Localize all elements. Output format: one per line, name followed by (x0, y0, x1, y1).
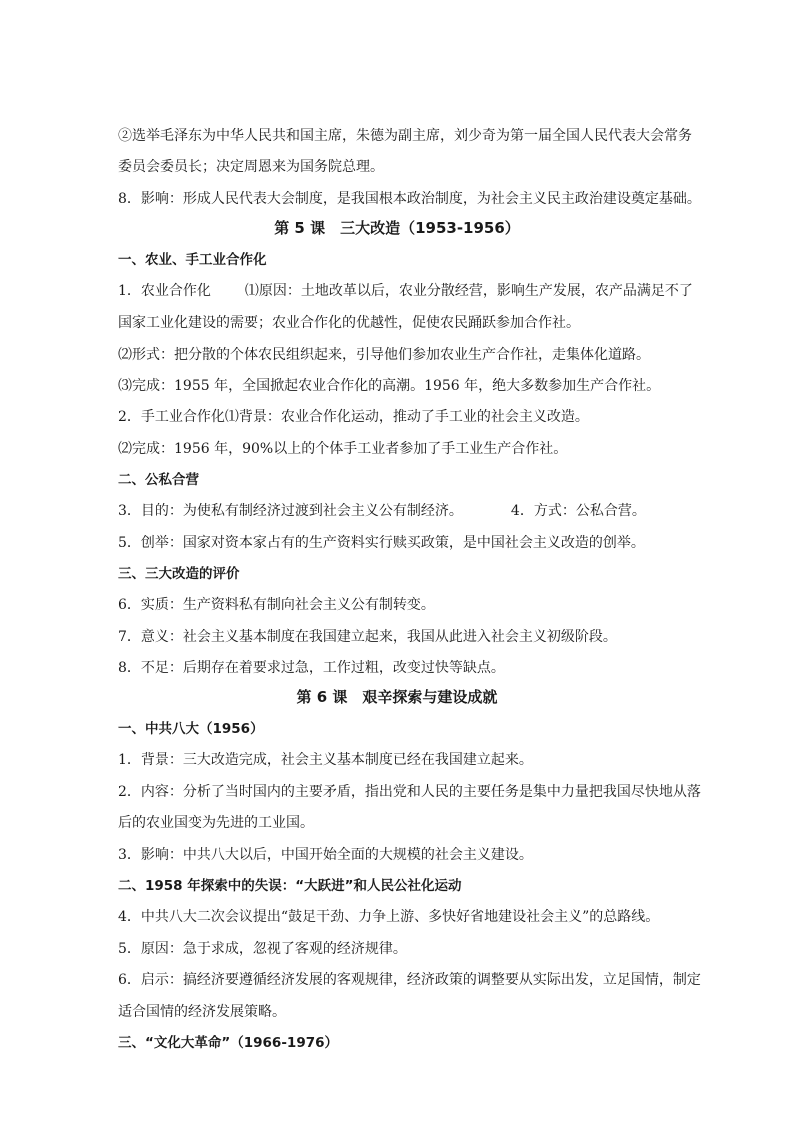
text-line: 国家工业化建设的需要；农业合作化的优越性，促使农民踊跃参加合作社。 (118, 315, 580, 331)
text-line: 后的农业国变为先进的工业国。 (118, 815, 314, 831)
text-line: 5．创举：国家对资本家占有的生产资料实行赎买政策，是中国社会主义改造的创举。 (118, 535, 645, 551)
text-line: 7．意义：社会主义基本制度在我国建立起来，我国从此进入社会主义初级阶段。 (118, 629, 617, 645)
section-heading: 三、三大改造的评价 (118, 566, 240, 582)
text-line: 6．启示：搞经济要遵循经济发展的客观规律，经济政策的调整要从实际出发，立足国情，制定 (118, 972, 701, 988)
text-segment: 4．方式：公私合营。 (510, 503, 646, 519)
text-line: 1．背景：三大改造完成，社会主义基本制度已经在我国建立起来。 (118, 752, 533, 768)
text-line: 2．手工业合作化⑴背景：农业合作化运动，推动了手工业的社会主义改造。 (118, 409, 589, 425)
text-line: ⑵形式：把分散的个体农民组织起来，引导他们参加农业生产合作社，走集体化道路。 (118, 347, 650, 363)
text-segment: 1．农业合作化 (118, 283, 211, 299)
text-line: 4．中共八大二次会议提出“鼓足干劲、力争上游、多快好省地建设社会主义”的总路线。 (118, 909, 660, 925)
text-line (118, 281, 704, 301)
text-line (118, 501, 704, 521)
text-line: ⑵完成：1956 年，90%以上的个体手工业者参加了手工业生产合作社。 (118, 441, 568, 457)
text-line: 2．内容：分析了当时国内的主要矛盾，指出党和人民的主要任务是集中力量把我国尽快地从落 (118, 784, 701, 800)
text-line: 适合国情的经济发展策略。 (118, 1004, 286, 1020)
text-line: ②选举毛泽东为中华人民共和国主席，朱德为副主席，刘少奇为第一届全国人民代表大会常务 (118, 128, 692, 144)
lesson-title: 第 5 课 三大改造（1953-1956） (274, 219, 520, 237)
section-heading: 二、公私合营 (118, 472, 199, 488)
text-line: 6．实质：生产资料私有制向社会主义公有制转变。 (118, 597, 435, 613)
text-line: ⑶完成：1955 年，全国掀起农业合作化的高潮。1956 年，绝大多数参加生产合作社。 (118, 378, 661, 394)
text-segment: 3．目的：为使私有制经济过渡到社会主义公有制经济。 (118, 503, 463, 519)
text-line: 8．不足：后期存在着要求过急，工作过粗，改变过快等缺点。 (118, 660, 505, 676)
section-heading: 一、中共八大（1956） (118, 721, 264, 737)
section-heading: 一、农业、手工业合作化 (118, 252, 267, 268)
section-heading: 三、“文化大革命”（1966-1976） (118, 1035, 338, 1051)
text-line: 委员会委员长；决定周恩来为国务院总理。 (118, 159, 384, 175)
lesson-title: 第 6 课 艰辛探索与建设成就 (296, 688, 498, 706)
text-line: 5．原因：急于求成，忽视了客观的经济规律。 (118, 941, 407, 957)
text-segment: ⑴原因：土地改革以后，农业分散经营，影响生产发展，农产品满足不了 (244, 283, 693, 299)
section-heading: 二、1958 年探索中的失误：“大跃进”和人民公社化运动 (118, 878, 462, 894)
text-line: 3．影响：中共八大以后，中国开始全面的大规模的社会主义建设。 (118, 847, 533, 863)
text-line: 8．影响：形成人民代表大会制度，是我国根本政治制度，为社会主义民主政治建设奠定基础。 (118, 191, 701, 207)
